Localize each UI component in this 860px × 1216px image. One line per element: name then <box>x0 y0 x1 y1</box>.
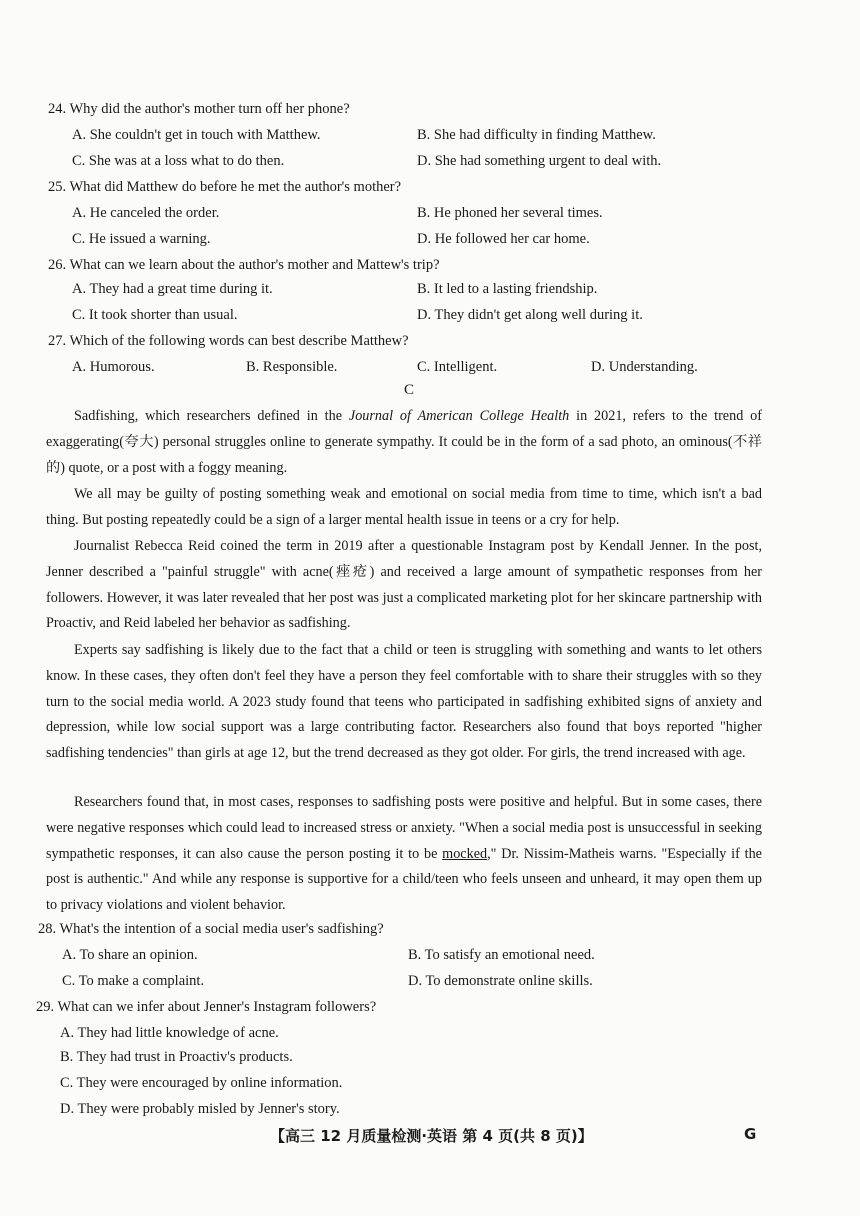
question-29-stem: 29. What can we infer about Jenner's Instagram followers? <box>36 999 377 1015</box>
paper-version-code: G <box>744 1125 757 1143</box>
question-29-option-d: D. They were probably misled by Jenner's story. <box>60 1101 340 1117</box>
passage-paragraph-1-text-b: in 2021, refers to the trend of exaggerating(夸大) personal struggles online to generate sympathy. It could be in the form of a sad photo, an ominous(不祥的) quote, or a post with a foggy meaning. <box>46 408 762 476</box>
question-24-option-d: D. She had something urgent to deal with. <box>417 153 662 169</box>
question-25-stem: 25. What did Matthew do before he met the author's mother? <box>48 179 402 195</box>
question-28-option-c: C. To make a complaint. <box>62 973 205 989</box>
question-27-stem: 27. Which of the following words can best describe Matthew? <box>48 333 409 349</box>
question-24-option-a: A. She couldn't get in touch with Matthew. <box>72 127 321 143</box>
question-27-option-b: B. Responsible. <box>246 359 338 375</box>
passage-paragraph-1 <box>46 404 762 481</box>
journal-title: Journal of American College Health <box>348 408 570 424</box>
question-29-option-b: B. They had trust in Proactiv's products. <box>60 1049 293 1065</box>
question-26-stem: 26. What can we learn about the author's mother and Mattew's trip? <box>48 257 440 273</box>
page-footer: 【高三 12 月质量检测·英语 第 4 页(共 8 页)】 <box>270 1127 593 1145</box>
passage-paragraph-1-text-a: Sadfishing, which researchers defined in the <box>74 408 349 424</box>
question-25-option-a: A. He canceled the order. <box>72 205 220 221</box>
question-26-option-b: B. It led to a lasting friendship. <box>417 281 598 297</box>
question-26-option-c: C. It took shorter than usual. <box>72 307 238 323</box>
section-heading-c: C <box>404 382 415 398</box>
question-25-option-b: B. He phoned her several times. <box>417 205 603 221</box>
question-27-option-a: A. Humorous. <box>72 359 155 375</box>
question-28-option-a: A. To share an opinion. <box>62 947 198 963</box>
passage-paragraph-5 <box>46 790 762 919</box>
question-24-option-c: C. She was at a loss what to do then. <box>72 153 285 169</box>
passage-paragraph-4: Experts say sadfishing is likely due to the fact that a child or teen is struggling with something and wants to let others know. In these cases, they often don't feel they have a person they feel comfortable with to share their struggles with so they turn to the social media world. A 2023 study found that teens who participated in sadfishing exhibited signs of anxiety and depression, while low social support was a large contributing factor. Researchers also found that boys reported "higher sadfishing tendencies" than girls at age 12, but the trend decreased as they got older. For girls, the trend increased with age. <box>46 642 762 762</box>
question-26-option-a: A. They had a great time during it. <box>72 281 273 297</box>
question-28-option-b: B. To satisfy an emotional need. <box>408 947 595 963</box>
question-25-option-c: C. He issued a warning. <box>72 231 211 247</box>
question-25-option-d: D. He followed her car home. <box>417 231 590 247</box>
passage-paragraph-2: We all may be guilty of posting something weak and emotional on social media from time to time, which isn't a bad thing. But posting repeatedly could be a sign of a larger mental health issue in teens or a cry for help. <box>46 486 762 528</box>
passage-paragraph-5-text-b: ," Dr. Nissim-Matheis warns. "Especially if the post is authentic." And while any response is supportive for a child/teen who feels unseen and unheard, it may open them up to privacy violations and violent behavior. <box>46 845 762 914</box>
question-27-option-c: C. Intelligent. <box>417 359 498 375</box>
underlined-word-mocked: mocked <box>442 845 488 862</box>
question-28-option-d: D. To demonstrate online skills. <box>408 973 593 989</box>
question-26-option-d: D. They didn't get along well during it. <box>417 307 643 323</box>
question-24-option-b: B. She had difficulty in finding Matthew. <box>417 127 656 143</box>
passage-paragraph-3: Journalist Rebecca Reid coined the term in 2019 after a questionable Instagram post by Kendall Jenner. In the post, Jenner described a "painful struggle" with acne(痤疮) and received a large amount of sympathetic responses from her followers. However, it was later revealed that her post was just a complicated marketing plot for her skincare partnership with Proactiv, and Reid labeled her behavior as sadfishing. <box>46 538 762 632</box>
question-29-option-a: A. They had little knowledge of acne. <box>60 1025 279 1041</box>
question-27-option-d: D. Understanding. <box>591 359 698 375</box>
question-24-stem: 24. Why did the author's mother turn off her phone? <box>48 101 350 117</box>
passage-paragraph-5-text-a: Researchers found that, in most cases, responses to sadfishing posts were positive and helpful. But in some cases, there were negative responses which could lead to increased stress or anxiety. "When a social media post is unsuccessful in seeking sympathetic responses, it can also cause the person posting it to be <box>46 794 762 862</box>
question-29-option-c: C. They were encouraged by online information. <box>60 1075 343 1091</box>
question-28-stem: 28. What's the intention of a social media user's sadfishing? <box>38 921 384 937</box>
